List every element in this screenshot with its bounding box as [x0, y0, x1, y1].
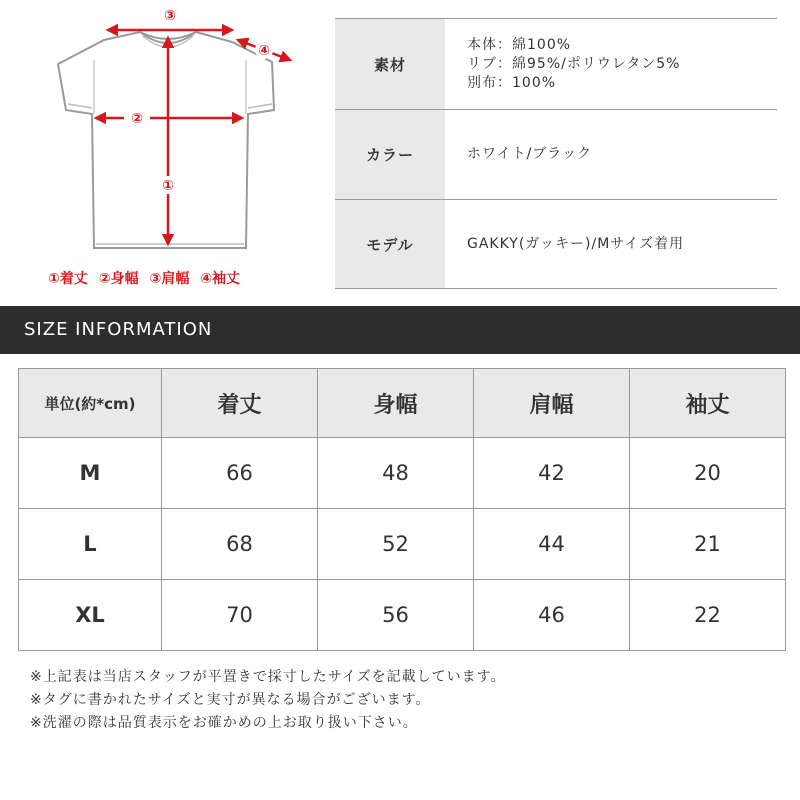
column-header: 着丈 [162, 369, 318, 438]
legend-body-width: ②身幅 [98, 271, 139, 287]
product-spec-table [335, 18, 777, 289]
spec-label: モデル [335, 200, 445, 288]
table-cell: 20 [630, 438, 786, 509]
spec-label: 素材 [335, 19, 445, 109]
note-line: ※上記表は当店スタッフが平置きで採寸したサイズを記載しています。 [30, 669, 506, 685]
marker-4 [255, 41, 273, 59]
size-info-title: SIZE INFORMATION [24, 319, 213, 340]
size-label: M [19, 438, 162, 509]
column-header: 肩幅 [474, 369, 630, 438]
column-header: 身幅 [318, 369, 474, 438]
legend-shoulder-width: ③肩幅 [149, 271, 190, 287]
legend-length: ①着丈 [48, 271, 88, 287]
notes [30, 666, 506, 735]
spec-value [445, 200, 777, 288]
table-cell: 42 [474, 438, 630, 509]
spec-label: カラー [335, 110, 445, 199]
svg-text:④: ④ [258, 43, 270, 59]
table-cell: 70 [162, 580, 318, 651]
table-cell: 46 [474, 580, 630, 651]
size-label: XL [19, 580, 162, 651]
table-cell: 22 [630, 580, 786, 651]
marker-3 [162, 7, 178, 24]
spec-value [445, 110, 777, 199]
spec-row-model [335, 200, 777, 289]
table-cell: 44 [474, 509, 630, 580]
table-row [19, 580, 786, 651]
unit-header: 単位(約*cm) [19, 369, 162, 438]
size-table [18, 368, 786, 651]
table-cell: 66 [162, 438, 318, 509]
table-cell: 52 [318, 509, 474, 580]
table-cell: 48 [318, 438, 474, 509]
tshirt-outline [0, 0, 330, 300]
note-line: ※タグに書かれたサイズと実寸が異なる場合がございます。 [30, 692, 431, 708]
table-row [19, 509, 786, 580]
spec-line: ホワイト/ブラック [467, 146, 593, 162]
note-line: ※洗濯の際は品質表示をお確かめの上お取り扱い下さい。 [30, 715, 418, 731]
column-header: 袖丈 [630, 369, 786, 438]
svg-text:③: ③ [164, 8, 176, 24]
spec-line: 別布：100% [467, 74, 557, 91]
size-table-header-row [19, 369, 786, 438]
table-cell: 68 [162, 509, 318, 580]
svg-text:①: ① [162, 178, 174, 194]
legend-sleeve-length: ④袖丈 [200, 271, 241, 287]
marker-2 [124, 110, 150, 127]
spec-value [445, 19, 777, 109]
measurement-legend [48, 268, 246, 288]
size-label: L [19, 509, 162, 580]
table-cell: 56 [318, 580, 474, 651]
table-row [19, 438, 786, 509]
svg-text:②: ② [131, 111, 143, 127]
marker-1 [160, 176, 176, 194]
spec-line: リブ：綿95%/ポリウレタン5% [467, 55, 681, 72]
tshirt-measurement-diagram [0, 0, 330, 300]
spec-line: GAKKY(ガッキー)/Mサイズ着用 [467, 235, 685, 252]
spec-line: 本体：綿100% [467, 36, 572, 53]
spec-row-color [335, 110, 777, 200]
table-cell: 21 [630, 509, 786, 580]
spec-row-material [335, 19, 777, 110]
